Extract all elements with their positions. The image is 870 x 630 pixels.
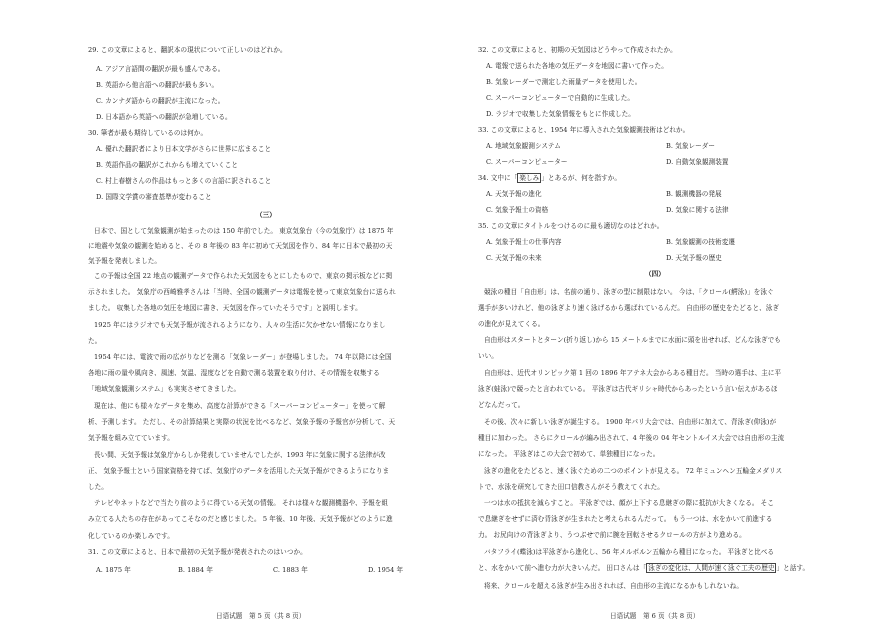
passage4-line: トで、水泳を研究してきた田口信教さんがそう教えてくれた。 (478, 483, 664, 491)
passage4-line: その後、次々に新しい泳ぎが誕生する。 1900 年パリ大会では、自由形に加えて、背泳ぎ(仰泳)が (484, 418, 777, 426)
q31-question: 31. この文章によると、日本で最初の天気予報が発表されたのはいつか。 (88, 548, 307, 556)
q34-option-a: A. 天気予報の進化 (486, 190, 542, 198)
passage4-line: どなんだって。 (478, 401, 525, 409)
passage4-line: 泳ぎの進化をたどると、速く泳ぐための二つのポイントが見える。 72 年ミュンヘン五輪金メダリス (484, 467, 783, 475)
section4-heading: （四） (645, 270, 665, 278)
boxed-quote: 泳ぎの変化は、人間が速く泳ぐ工夫の歴史 (648, 564, 775, 572)
q35-option-d: D. 天気予報の歴史 (666, 254, 722, 262)
passage3-line: 各地に雨の量や風向き、風速、気温、湿度などを自動で測る装置を取り付け、その情報を収集する (88, 369, 380, 377)
passage3-line: 日本で、国として気象観測が始まったのは 150 年前でした。 東京気象台（今の気象庁）は 1875 年 (94, 227, 394, 235)
q35-option-b: B. 気象観測の技術変遷 (666, 238, 735, 246)
passage4-line: 自由形は、近代オリンピック第 1 回の 1896 年アテネ大会からある種目だ。 当時の選手は、主に平 (484, 369, 782, 377)
q33-question: 33. この文章によると、1954 年に導入された気象観測技術はどれか。 (478, 126, 690, 134)
passage4-line: 種目に加わった。 さらにクロールが編み出されて、4 年後の 04 年セントルイス大会では自由形の主流 (478, 434, 785, 442)
q35-option-c: C. 天気予報の未来 (486, 254, 542, 262)
q35-option-a: A. 気象予報士の仕事内容 (486, 238, 562, 246)
passage3-line: ました。 収集した各地の気圧を地図に書き、天気図を作っていたそうです」と説明します。 (88, 304, 362, 312)
passage3-line: テレビやネットなどで当たり前のように得ている天気の情報。 それは様々な観測機器や、予報を組 (94, 499, 389, 507)
passage4-line: 力。 お尻向けの背泳ぎより、うつぶせで前に腕を回転させるクロールの方がより進める。 (478, 531, 746, 539)
q33-option-b: B. 気象レーダー (666, 142, 716, 150)
q30-question: 30. 筆者が最も期待しているのは何か。 (88, 129, 208, 137)
q29-question: 29. この文章によると、翻訳本の現状について正しいのはどれか。 (88, 46, 287, 54)
passage3-line: み立てる人たちの存在があってこそなのだと感じました。 5 年後、10 年後、天気予報がどのように進 (88, 515, 393, 523)
q33-option-c: C. スーパーコンピューター (486, 158, 568, 166)
passage3-line: 1954 年には、電波で雨の広がりなどを測る「気象レーダー」が登場しました。 74 年以降には全国 (94, 353, 392, 361)
passage3-line: 気予報を組み立てています。 (88, 434, 174, 442)
passage3-line: 「地域気象観測システム」も実実させてきました。 (88, 385, 241, 393)
q31-option-b: B. 1884 年 (178, 566, 213, 574)
passage3-line: この予報は全国 22 地点の観測データで作られた天気図をもとにしたもので、東京の掲示板などに掲 (94, 272, 393, 280)
q34-option-c: C. 気象予報士の資格 (486, 206, 549, 214)
passage4-line: 競泳の種目「自由形」は、名前の通り、泳ぎの型に制限はない。 今は、「クロール(鰐泳)」を泳ぐ (484, 288, 774, 296)
passage4-line: 将来、クロールを超える泳ぎが生み出されれば、自由形の主流になるかもしれないね。 (484, 582, 743, 590)
q32-option-b: B. 気象レーダーで測定した雨量データを使用した。 (486, 78, 642, 86)
q33-option-a: A. 地域気象観測システム (486, 142, 561, 150)
section3-heading: （三） (256, 211, 276, 219)
q34-boxed-word: 楽しみ (519, 174, 540, 182)
passage3-line: 示されました。 気象庁の西崎雅孝さんは「当時、全国の観測データは電報を使って東京気象台に送られ (88, 288, 396, 296)
passage4-line: で息継ぎをせずに済む背泳ぎが生まれたと考えられるんだって。 もう一つは、水をかいて前進する (478, 515, 773, 523)
page-footer-right: 日语试题 第 6 页（共 8 页） (610, 612, 700, 620)
q34-option-d: D. 気象に関する法律 (666, 206, 729, 214)
q31-option-a: A. 1875 年 (96, 566, 131, 574)
q30-option-c: C. 村上春樹さんの作品はもっと多くの言語に訳されること (96, 177, 272, 185)
q30-option-d: D. 国際文学賞の審査基準が変わること (96, 193, 212, 201)
passage3-line-underlined: 化しているのか楽しみです。 (88, 532, 174, 540)
passage3-line: 析、予測します。 ただし、その計算結果と実際の状況を比べるなど、気象予報の予報官が分析して、天 (88, 418, 396, 426)
left-page (88, 0, 440, 630)
q33-option-d: D. 自動気象観測装置 (666, 158, 729, 166)
q34-option-b: B. 観測機器の発展 (666, 190, 722, 198)
q30-option-a: A. 優れた翻訳者により日本文学がさらに世界に広まること (96, 145, 272, 153)
q32-option-a: A. 電報で送られた各地の気圧データを地図に書いて作った。 (486, 62, 668, 70)
passage3-line: た。 (88, 337, 102, 345)
right-page (478, 0, 833, 630)
passage4-line: 選手が多いけれど、他の泳ぎより速く泳げるから選ばれているんだ。 自由形の歴史をたどると、泳ぎ (478, 304, 780, 312)
passage3-line: 1925 年にはラジオでも天気予報が流されるようになり、人々の生活に欠かせない情報になりまし (94, 321, 386, 329)
passage3-line: した。 (88, 483, 108, 491)
q32-option-d: D. ラジオで収集した気象情報をもとに作成した。 (486, 110, 635, 118)
page-footer-left: 日语试题 第 5 页（共 8 页） (216, 612, 306, 620)
q31-option-d: D. 1954 年 (368, 566, 404, 574)
q29-option-d: D. 日本語から英語への翻訳が急増している。 (96, 113, 232, 121)
q30-option-b: B. 英語作品の翻訳がこれからも増えていくこと (96, 161, 239, 169)
q29-option-b: B. 英語から他言語への翻訳が最も多い。 (96, 81, 219, 89)
passage3-line: 正、 気象予報士という国家資格を持てば、気象庁のデータを活用した天気予報ができるようになりま (88, 467, 390, 475)
passage3-line: 現在は、他にも様々なデータを集め、高度な計算ができる「スーパーコンピューター」を使って解 (94, 402, 386, 410)
passage4-line: 自由形はスタートとターン(折り返し)から 15 メートルまでに水面に頭を出せれば、どんな泳ぎでも (484, 336, 781, 344)
passage4-line: 一つは水の抵抗を減らすこと。 平泳ぎでは、顔が上下する息継ぎの際に抵抗が大きくなる。 そこ (484, 499, 774, 507)
q32-option-c: C. スーパーコンピューターで自動的に生成した。 (486, 94, 635, 102)
passage4-line-quote: と、水をかいて前へ進む力が大きいんだ。 田口さんは「 泳ぎの変化は、人間が速く泳ぐ工夫の歴史 」と話す。 (478, 564, 810, 572)
q34-question-post: 」とあるが、何を指すか。 (541, 174, 622, 182)
passage4-line: の進化が見えてくる。 (478, 320, 545, 328)
q34-question (478, 174, 621, 183)
passage4-line: になった。 平泳ぎはこの大会で初めて、単独種目になった。 (478, 450, 660, 458)
q34-question-pre: 34. 文中に「 (478, 174, 518, 182)
q35-question: 35. この文章にタイトルをつけるのに最も適切なのはどれか。 (478, 222, 664, 230)
q31-option-c: C. 1883 年 (273, 566, 308, 574)
passage3-line: 気予報を発表しました。 (88, 257, 162, 265)
q32-question: 32. この文章によると、初期の天気図はどうやって作成されたか。 (478, 46, 677, 54)
q29-option-c: C. カンナダ語からの翻訳が主流になった。 (96, 97, 225, 105)
q29-option-a: A. アジア言語間の翻訳が最も盛んである。 (96, 65, 225, 73)
passage4-line: 泳ぎ(蛙泳)で競ったと言われている。 平泳ぎは古代ギリシャ時代からあったという言い伝えがあるほ (478, 385, 778, 393)
passage4-line: いい。 (478, 352, 498, 360)
passage4-line: バタフライ(蝶泳)は平泳ぎから進化し、56 年メルボルン五輪から種目になった。 平泳ぎと比べる (484, 548, 775, 556)
passage3-line: に地震や気象の観測を始めると、その 8 年後の 83 年に初めて天気図を作り、84 年に日本で最初の天 (88, 242, 393, 250)
passage3-line: 長い間、天気予報は気象庁からしか発表していませんでしたが、1993 年に気象に関する法律が改 (94, 451, 386, 459)
